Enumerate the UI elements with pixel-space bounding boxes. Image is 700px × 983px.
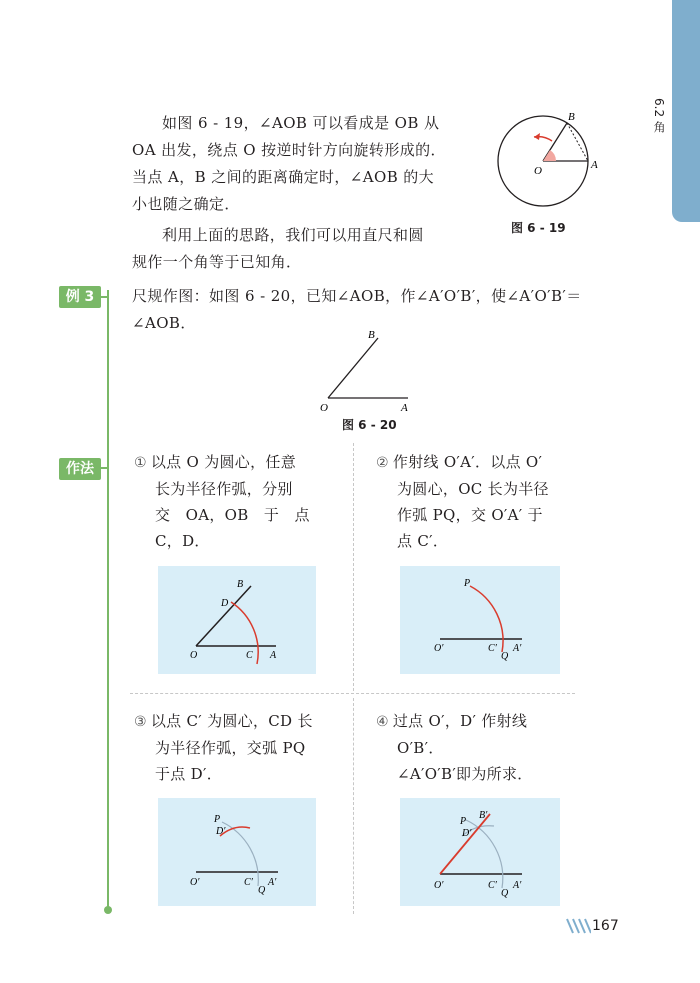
step-line: 以点 C′ 为圆心，CD 长 [150,712,313,730]
d3-label-d: D′ [216,826,226,837]
intro-line: 规作一个角等于已知角． [132,253,302,271]
d1-label-d: D [221,598,229,609]
d4-label-o: O′ [434,880,444,891]
step-line: C，D． [155,532,210,550]
method-tag: 作法 [59,458,101,480]
margin-rule-end-dot [104,906,112,914]
d3-label-c: C′ [244,877,253,888]
figure-6-20-caption: 图 6 - 20 [342,418,397,432]
step-line: 为圆心，OC 长为半径 [397,480,549,498]
diagram-step-4 [400,798,560,906]
step-line: ∠A′O′B′即为所求． [397,765,533,783]
diagram-step-2 [400,566,560,674]
d4-label-q: Q [501,888,509,899]
figure-6-19-caption: 图 6 - 19 [511,221,566,235]
margin-tick [100,467,108,469]
step-line: O′B′． [397,739,444,757]
step-number: ① [134,455,147,471]
chapter-side-tab [672,0,700,222]
fig619-label-o: O [534,165,542,177]
fig619-label-b: B [568,111,575,123]
step-line: 为半径作弧，交弧 PQ [155,739,306,757]
step-line: 于点 D′． [155,765,223,783]
intro-line: 如图 6 - 19，∠AOB 可以看成是 OB 从 [162,114,440,132]
d2-label-c: C′ [488,643,497,654]
step-line: 长为半径作弧，分别 [155,480,293,498]
d3-label-p: P [214,814,221,825]
step-number: ④ [376,714,389,730]
d4-label-a: A′ [513,880,522,891]
intro-paragraph [132,110,462,276]
fig620-label-a: A [401,402,408,414]
d1-label-b: B [237,579,244,590]
example-line: ∠AOB． [132,314,196,332]
intro-line: 当点 A，B 之间的距离确定时，∠AOB 的大 [132,168,435,186]
intro-line: OA 出发，绕点 O 按逆时针方向旋转形成的． [132,141,446,159]
d4-label-b: B′ [479,810,488,821]
step-1-text [134,449,334,554]
diagram-step-1 [158,566,316,674]
step-number: ② [376,455,389,471]
step-line: 作射线 O′A′．以点 O′ [392,453,543,471]
page-number-stripes-icon [565,915,591,935]
d2-label-q: Q [501,651,509,662]
section-label: 6.2 角 [652,98,666,133]
fig619-label-a: A [591,159,598,171]
step-divider-horizontal [130,693,575,694]
step-line: 点 C′． [397,532,449,550]
fig620-label-o: O [320,402,328,414]
step-divider-vertical [353,698,354,914]
step-3-text [134,708,334,787]
page-number: 167 [592,918,619,934]
intro-line: 小也随之确定． [132,195,240,213]
d4-label-c: C′ [488,880,497,891]
margin-tick [100,296,108,298]
step-number: ③ [134,714,147,730]
step-line: 交 OA，OB 于 点 [155,506,310,524]
d2-label-p: P [464,578,471,589]
step-line: 作弧 PQ，交 O′A′ 于 [397,506,543,524]
d4-label-d: D′ [462,828,472,839]
d1-label-c: C [246,650,253,661]
figure-6-19 [490,105,610,215]
margin-rule [107,290,109,912]
step-line: 以点 O 为圆心，任意 [150,453,296,471]
step-line: 过点 O′，D′ 作射线 [392,712,528,730]
example-line: 尺规作图：如图 6 - 20，已知∠AOB，作∠A′O′B′，使∠A′O′B′＝ [132,287,582,305]
step-2-text [376,449,576,554]
d1-label-o: O [190,650,198,661]
diagram-step-3 [158,798,316,906]
d1-label-a: A [270,650,277,661]
intro-line: 利用上面的思路，我们可以用直尺和圆 [162,226,424,244]
example-tag: 例 3 [59,286,101,308]
d2-label-a: A′ [513,643,522,654]
d3-label-o: O′ [190,877,200,888]
fig620-label-b: B [368,329,375,341]
d3-label-q: Q [258,885,266,896]
figure-6-20 [315,328,420,418]
step-divider-vertical [353,443,354,691]
step-4-text [376,708,576,787]
d3-label-a: A′ [268,877,277,888]
d4-label-p: P [460,816,467,827]
d2-label-o: O′ [434,643,444,654]
